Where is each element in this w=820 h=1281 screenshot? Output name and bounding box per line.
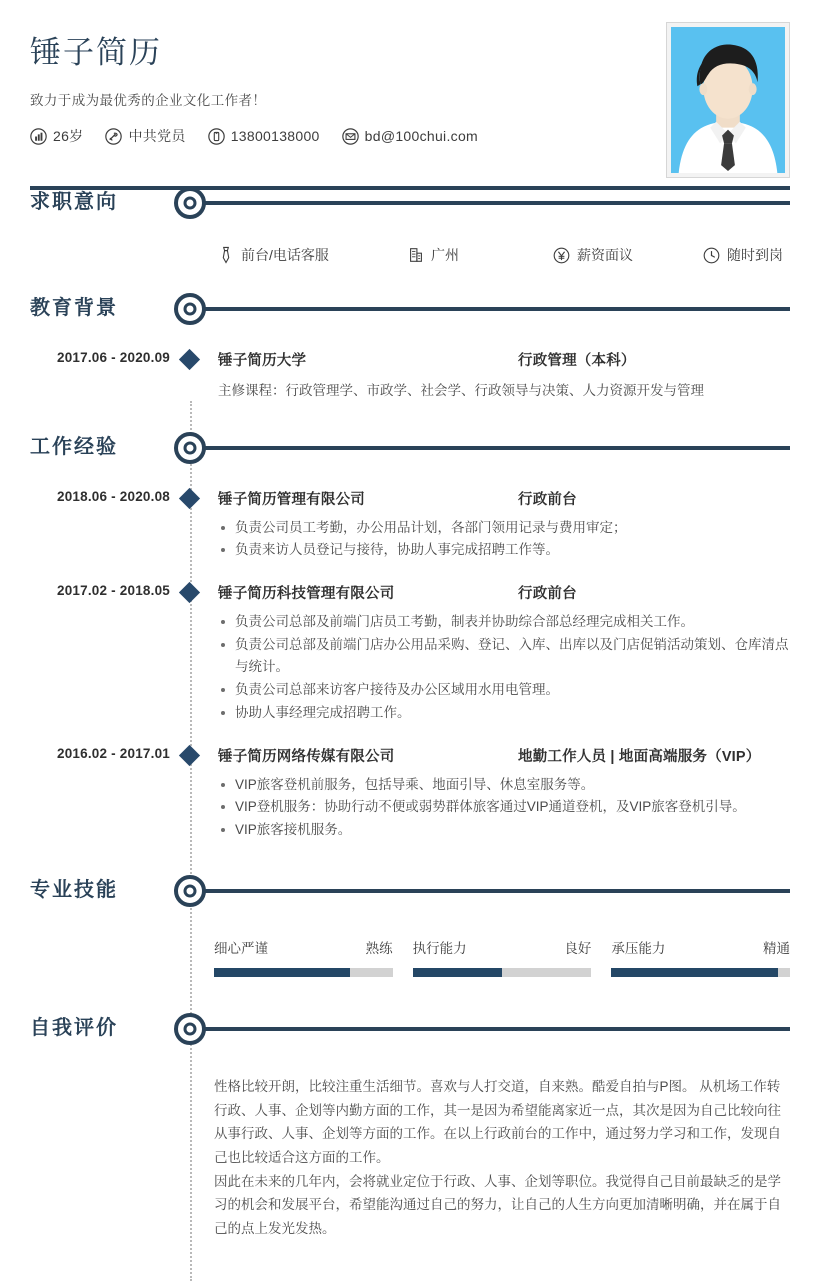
list-item: 负责公司总部及前端门店员工考勤，制表并协助综合部总经理完成相关工作。: [218, 611, 790, 633]
skills-row: [0, 915, 820, 977]
entry-courses: 主修课程：行政管理学、市政学、社会学、行政领导与决策、人力资源开发与管理: [218, 383, 704, 398]
section-title-skills: 专业技能: [30, 879, 118, 902]
job-intention-availability-text: 随时到岗: [727, 247, 783, 263]
work-entry: [0, 488, 820, 562]
entry-role: 行政前台: [518, 491, 577, 508]
job-intention-availability: [703, 245, 783, 265]
skill-labels: [611, 937, 790, 957]
section-title-work-experience: 工作经验: [30, 435, 118, 458]
list-item: 负责来访人员登记与接待，协助人事完成招聘工作等。: [218, 539, 790, 561]
entry-role: 行政前台: [518, 586, 577, 603]
party-emblem-icon: [105, 128, 122, 145]
contact-phone-text: 13800138000: [230, 128, 320, 145]
entry-heading: [218, 745, 790, 766]
contact-phone: [208, 128, 320, 145]
job-intention-location: [408, 245, 553, 265]
skill-labels: [413, 937, 592, 957]
entry-date: 2018.06 - 2020.08: [57, 488, 170, 504]
section-rule: [200, 889, 790, 893]
list-item: 协助人事经理完成招聘工作。: [218, 702, 790, 724]
section-header: [0, 871, 820, 915]
skill-item: [611, 937, 790, 977]
contact-party-text: 中共党员: [128, 128, 186, 145]
section-work-experience: [0, 428, 820, 842]
skill-name: 执行能力: [412, 941, 467, 957]
contact-age: [30, 126, 83, 146]
entry-organization: 锤子简历网络传媒有限公司: [218, 748, 395, 765]
section-header: [0, 428, 820, 472]
section-rule: [200, 307, 790, 311]
entry-heading: [218, 488, 790, 509]
timeline-diamond-icon: [179, 349, 200, 370]
bar-chart-icon: [30, 128, 47, 145]
contact-age-text: 26岁: [53, 128, 84, 145]
work-entry: [0, 745, 820, 842]
timeline-marker-icon: [174, 432, 206, 464]
skill-item: [413, 937, 592, 977]
tie-icon: [218, 246, 234, 264]
page-title: 锤子简历: [30, 35, 162, 70]
job-intention-location-text: 广州: [431, 247, 459, 263]
skill-progress-track: [611, 968, 790, 977]
contact-party: [105, 126, 185, 146]
skill-level: 精通: [763, 941, 791, 957]
email-icon: [342, 128, 359, 145]
entry-role: 行政管理（本科）: [518, 353, 636, 369]
job-intention-row: [0, 245, 820, 265]
skill-progress-track: [214, 968, 393, 977]
entry-organization: 锤子简历管理有限公司: [218, 491, 365, 508]
avatar-photo: [671, 27, 785, 173]
job-intention-salary-text: 薪资面议: [577, 247, 633, 263]
list-item: 负责公司总部及前端门店办公用品采购、登记、入库、出库以及门店促销活动策划、仓库清点与统计。: [218, 634, 790, 678]
list-item: VIP登机服务：协助行动不便或弱势群体旅客通过VIP通道登机，及VIP旅客登机引导。: [218, 796, 790, 818]
entry-organization: 锤子简历大学: [218, 353, 307, 369]
section-header: [0, 183, 820, 227]
entry-heading: [218, 349, 790, 370]
job-intention-position: [218, 245, 408, 265]
list-item: 负责公司总部来访客户接待及办公区域用水用电管理。: [218, 679, 790, 701]
timeline-diamond-icon: [179, 745, 200, 766]
section-job-intention: [0, 183, 820, 265]
education-entry: [0, 349, 820, 402]
skill-name: 细心严谨: [214, 941, 268, 957]
timeline-marker-icon: [174, 1013, 206, 1045]
list-item: VIP旅客接机服务。: [218, 819, 790, 841]
paragraph: 性格比较开朗，比较注重生活细节。喜欢与人打交道，自来熟。酷爱自拍与P图。 从机场工作转行政、人事、企划等内勤方面的工作，其一是因为希望能离家近一点，其次是因为自己比较向往从事行政、人事、企划等方面的工作。在以上行政前台的工作中，通过努力学习和工作，发现自己也比较适合这方面的工作。: [214, 1079, 781, 1166]
self-evaluation-text: [0, 1053, 820, 1240]
resume-body: [0, 165, 820, 1241]
timeline-marker-icon: [174, 187, 206, 219]
skill-progress-fill: [214, 968, 350, 977]
timeline-marker-icon: [174, 293, 206, 325]
clock-icon: [703, 247, 720, 264]
skill-item: [214, 937, 393, 977]
skill-labels: [214, 937, 393, 957]
skill-level: 良好: [564, 941, 592, 957]
entry-role: 地勤工作人员 | 地面高端服务（VIP）: [518, 748, 761, 765]
contact-email: [342, 128, 478, 145]
building-icon: [408, 246, 424, 264]
section-rule: [200, 1027, 790, 1031]
entry-organization: 锤子简历科技管理有限公司: [218, 586, 395, 603]
timeline-marker-icon: [174, 875, 206, 907]
section-title-education: 教育背景: [30, 297, 118, 319]
timeline-diamond-icon: [179, 582, 200, 603]
entry-heading: [218, 582, 790, 603]
entry-bullets: [218, 774, 790, 842]
skill-level: 熟练: [365, 941, 393, 957]
section-education: [0, 289, 820, 402]
job-intention-position-text: 前台/电话客服: [241, 247, 329, 263]
skill-progress-fill: [611, 968, 777, 977]
entry-date: 2017.02 - 2018.05: [57, 583, 170, 599]
paragraph: 因此在未来的几年内，会将就业定位于行政、人事、企划等职位。我觉得自己目前最缺乏的是学习的机会和发展平台，希望能沟通过自己的努力，让自己的人生方向更加清晰明确，并在属于自己的点上发光发热。: [214, 1173, 781, 1236]
work-entry: [0, 582, 820, 723]
section-self-evaluation: [0, 1009, 820, 1240]
entry-bullets: [218, 611, 790, 723]
section-title-job-intention: 求职意向: [30, 191, 118, 213]
contact-email-text: bd@100chui.com: [364, 128, 479, 145]
skill-progress-fill: [413, 968, 502, 977]
section-header: [0, 1009, 820, 1053]
section-title-self-evaluation: 自我评价: [30, 1017, 118, 1040]
entry-date: 2017.06 - 2020.09: [57, 350, 170, 365]
section-rule: [200, 446, 790, 450]
section-skills: [0, 871, 820, 977]
section-rule: [200, 201, 790, 205]
timeline-diamond-icon: [179, 487, 200, 508]
section-header: [0, 289, 820, 333]
skill-name: 承压能力: [611, 941, 666, 957]
list-item: VIP旅客登机前服务，包括导乘、地面引导、休息室服务等。: [218, 774, 790, 796]
job-intention-salary: [553, 245, 703, 265]
header-tagline: 致力于成为最优秀的企业文化工作者！: [30, 93, 267, 109]
yen-icon: [553, 247, 570, 264]
avatar: [666, 22, 790, 178]
entry-bullets: [218, 517, 790, 562]
list-item: 负责公司员工考勤，办公用品计划，各部门领用记录与费用审定；: [218, 517, 790, 539]
entry-date: 2016.02 - 2017.01: [57, 745, 170, 761]
skill-progress-track: [413, 968, 592, 977]
phone-icon: [208, 128, 225, 145]
